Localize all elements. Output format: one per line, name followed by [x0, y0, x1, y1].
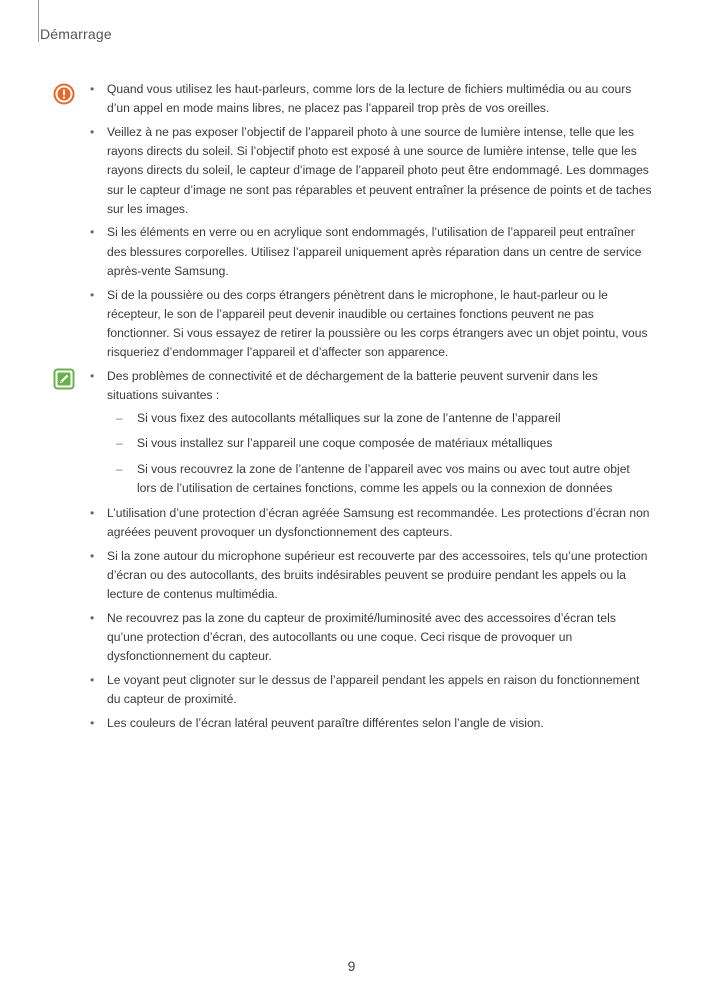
sub-list-item: – Si vous installez sur l’appareil une coque composée de matériaux métalliques [116, 436, 553, 451]
sub-list-item: – Si vous recouvrez la zone de l’antenne de l’appareil avec vos mains ou avec tout autre objet lors de l’utilisation de certaines fonctions, comme les appels ou la connexion de données [116, 461, 630, 495]
page-content [0, 80, 703, 738]
note-list [0, 367, 703, 733]
list-item: • Le voyant peut clignoter sur le dessus de l’appareil pendant les appels en raison du fonctionnement du capteur de proximité. [90, 673, 640, 707]
caution-list [0, 80, 703, 362]
list-item: • Des problèmes de connectivité et de déchargement de la batterie peuvent survenir dans les situations suivantes : – Si vous fixez des autocollants métalliques sur la zone de l’antenne de l’appareil – Si vous installez sur l’appareil une coque composée de matériaux métalliques – Si vous recouvrez la zone de l’antenne de l’appareil avec vos mains ou avec tout autre objet lors de l’utilisation de certaines fonctions, comme les appels ou la connexion de données [107, 367, 652, 498]
section-title: Démarrage [40, 26, 112, 42]
header-rule [38, 0, 39, 42]
list-item: • Quand vous utilisez les haut-parleurs, comme lors de la lecture de fichiers multimédia ou au cours d’un appel en mode mains libres, ne placez pas l’appareil trop près de vos oreilles. [90, 82, 632, 116]
sub-list [107, 409, 652, 498]
note-block [0, 367, 703, 733]
list-item: • Si la zone autour du microphone supérieur est recouverte par des accessoires, tels qu’une protection d’écran ou des autocollants, des bruits indésirables peuvent se produire pendant les appels ou la lecture de contenus multimédia. [90, 548, 648, 602]
list-item: • Si les éléments en verre ou en acrylique sont endommagés, l’utilisation de l’appareil peut entraîner des blessures corporelles. Utilisez l’appareil uniquement après réparation dans un centre de service après-vente Samsung. [90, 225, 642, 278]
caution-block [0, 80, 703, 362]
note-pencil-icon [53, 368, 75, 390]
list-item: • Veillez à ne pas exposer l’objectif de l’appareil photo à une source de lumière intense, telle que les rayons directs du soleil. Si l’objectif photo est exposé à une source de lumière intense, telle que les rayons directs du soleil, le capteur d’image de l’appareil photo peut être endommagé. Les dommages sur le capteur d’image ne sont pas réparables et peuvent entraîner la présence de points et de taches sur les images. [90, 124, 652, 216]
sub-list-item: – Si vous fixez des autocollants métalliques sur la zone de l’antenne de l’appareil [116, 411, 561, 426]
caution-icon [53, 83, 75, 105]
list-item: • Si de la poussière ou des corps étrangers pénètrent dans le microphone, le haut-parleur ou le récepteur, le son de l’appareil peut devenir inaudible ou certaines fonctions peuvent ne pas fonctionner. Si vous essayez de retirer la poussière ou les corps étrangers avec un objet pointu, vous risqueriez d’endommager l’appareil et d’affecter son apparence. [90, 287, 648, 360]
list-item: • Les couleurs de l’écran latéral peuvent paraître différentes selon l’angle de vision. [90, 716, 544, 731]
list-item: • Ne recouvrez pas la zone du capteur de proximité/luminosité avec des accessoires d’écran tels qu’une protection d’écran, des autocollants ou une coque. Ceci risque de provoquer un dysfonctionnement du capteur. [90, 611, 616, 664]
page-number: 9 [347, 958, 356, 974]
list-item: • L’utilisation d’une protection d’écran agréée Samsung est recommandée. Les protections d’écran non agréées peuvent provoquer un dysfonctionnement des capteurs. [90, 506, 650, 540]
